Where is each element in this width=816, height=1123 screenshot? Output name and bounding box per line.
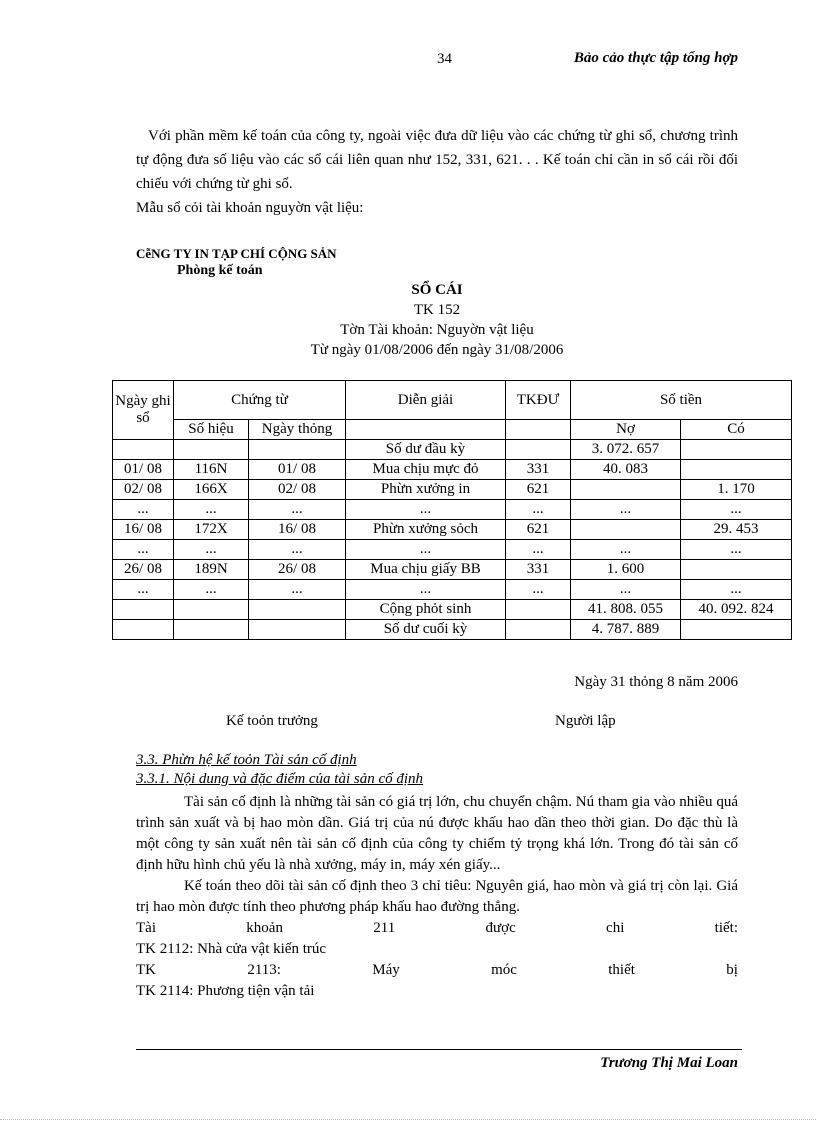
- cell-contra: 621: [506, 520, 571, 540]
- cell-debit: ...: [571, 580, 681, 600]
- word: chi: [606, 920, 625, 936]
- cell-voucher-date: 26/ 08: [249, 560, 346, 580]
- account-211-line: [136, 918, 738, 939]
- cell-description: ...: [346, 580, 506, 600]
- cell-voucher-date: ...: [249, 540, 346, 560]
- header-blank: [506, 420, 571, 440]
- subsection-heading: 3.3.1. Nội dung và đặc điểm của tài sản cố định: [136, 771, 424, 787]
- cell-voucher-date: 16/ 08: [249, 520, 346, 540]
- cell-date: 01/ 08: [113, 460, 174, 480]
- cell-debit: 4. 787. 889: [571, 620, 681, 640]
- header-contra-account: TKĐƯ: [506, 381, 571, 420]
- header-credit: Có: [681, 420, 792, 440]
- cell-date: ...: [113, 580, 174, 600]
- word: 211: [373, 920, 396, 936]
- table-row: [113, 600, 792, 620]
- cell-voucher-no: 189N: [174, 560, 249, 580]
- depreciation-paragraph: Kế toán theo dõi tài sản cố định theo 3 chỉ tiêu: Nguyên giá, hao mòn và giá trị còn lại. Giá trị hao mòn được tính theo phương pháp khấu hao đường thẳng.: [136, 878, 738, 915]
- cell-debit: ...: [571, 500, 681, 520]
- ledger-period: Từ ngày 01/08/2006 đến ngày 31/08/2006: [310, 342, 564, 358]
- cell-description: Mua chịu giấy BB: [346, 560, 506, 580]
- cell-debit: 40. 083: [571, 460, 681, 480]
- cell-voucher-no: ...: [174, 540, 249, 560]
- ledger-title: SỔ CÁI: [411, 282, 463, 298]
- cell-date: ...: [113, 540, 174, 560]
- cell-credit: ...: [681, 580, 792, 600]
- cell-voucher-no: 166X: [174, 480, 249, 500]
- cell-description: Mua chịu mực đỏ: [346, 460, 506, 480]
- cell-contra: ...: [506, 580, 571, 600]
- ledger-table: [112, 380, 792, 640]
- word: tiết:: [714, 920, 738, 936]
- cell-voucher-no: 172X: [174, 520, 249, 540]
- report-title: Bảo cảo thực tập tổng hợp: [573, 50, 738, 66]
- cell-date: 16/ 08: [113, 520, 174, 540]
- section-heading: 3.3. Phừn hệ kế toỏn Tài sản cố định: [136, 752, 357, 768]
- cell-contra: 331: [506, 460, 571, 480]
- ledger-account: TK 152: [413, 302, 461, 318]
- cell-contra: 331: [506, 560, 571, 580]
- cell-credit: ...: [681, 540, 792, 560]
- header-description: Diễn giải: [346, 381, 506, 420]
- table-row: [113, 620, 792, 640]
- word: móc: [491, 962, 517, 978]
- cell-credit: 1. 170: [681, 480, 792, 500]
- table-row: [113, 560, 792, 580]
- cell-voucher-no: ...: [174, 500, 249, 520]
- cell-credit: ...: [681, 500, 792, 520]
- cell-description: Số dư cuối kỳ: [346, 620, 506, 640]
- table-row: [113, 500, 792, 520]
- cell-description: Phừn xưởng sỏch: [346, 520, 506, 540]
- cell-credit: [681, 460, 792, 480]
- word: thiết: [608, 962, 635, 978]
- cell-debit: ...: [571, 540, 681, 560]
- table-row: [113, 520, 792, 540]
- intro-paragraph: Với phần mềm kế toán của công ty, ngoài việc đưa dữ liệu vào các chứng từ ghi sổ, chương trình tự động đưa số liệu vào các sổ cái liên quan như 152, 331, 621. . . Kế toán chỉ cần in sổ cái rồi đối chiếu với chứng từ ghi sổ.: [136, 128, 738, 192]
- preparer-label: Người lập: [555, 713, 616, 729]
- ledger-caption: Mẫu sổ cỏi tài khoản nguyờn vật liệu:: [136, 200, 364, 216]
- word: TK: [136, 962, 156, 978]
- cell-contra: ...: [506, 540, 571, 560]
- cell-date: ...: [113, 500, 174, 520]
- cell-contra: 621: [506, 480, 571, 500]
- cell-voucher-date: ...: [249, 580, 346, 600]
- footer-divider: [136, 1049, 742, 1050]
- table-row: [113, 460, 792, 480]
- cell-debit: 3. 072. 657: [571, 440, 681, 460]
- cell-voucher-date: [249, 600, 346, 620]
- cell-contra: [506, 600, 571, 620]
- cell-voucher-date: 01/ 08: [249, 460, 346, 480]
- cell-date: 26/ 08: [113, 560, 174, 580]
- fixed-assets-section: [136, 792, 738, 1002]
- word: được: [485, 920, 516, 936]
- table-row: [113, 440, 792, 460]
- word: khoản: [246, 920, 283, 936]
- fixed-assets-paragraph: Tài sản cố định là những tài sản có giá trị lớn, chu chuyển chậm. Nú tham gia vào nhiều quá trình sản xuất và bị hao mòn dần. Giá trị của nú được khấu hao dần theo thời gian. Do đặc thù là một công ty sản xuất nên tài sản cố định của công ty chiếm tỷ trọng khá lớn. Trong đó tài sản cố định hữu hình chủ yếu là nhà xưởng, máy in, máy xén giấy...: [136, 794, 738, 873]
- cell-voucher-date: [249, 620, 346, 640]
- header-blank: [346, 420, 506, 440]
- header-amount: Số tiền: [571, 381, 792, 420]
- header-voucher-date: Ngày thỏng: [249, 420, 346, 440]
- cell-credit: 29. 453: [681, 520, 792, 540]
- cell-description: Cộng phỏt sinh: [346, 600, 506, 620]
- table-subheader-row: [113, 420, 792, 440]
- cell-credit: [681, 440, 792, 460]
- company-name: CễNG TY IN TẠP CHÍ CỘNG SẢN: [136, 246, 337, 261]
- signoff-date: Ngày 31 thỏng 8 năm 2006: [574, 674, 738, 690]
- word: Tài: [136, 920, 156, 936]
- account-2113-line: [136, 960, 738, 981]
- cell-voucher-no: [174, 620, 249, 640]
- page-edge: [0, 1119, 816, 1120]
- ledger-account-name: Tờn Tài khoản: Nguyờn vật liệu: [340, 322, 534, 338]
- word: Máy: [372, 962, 400, 978]
- word: bị: [726, 962, 738, 978]
- cell-date: [113, 440, 174, 460]
- cell-voucher-no: ...: [174, 580, 249, 600]
- cell-voucher-no: 116N: [174, 460, 249, 480]
- table-row: [113, 580, 792, 600]
- cell-description: ...: [346, 540, 506, 560]
- cell-credit: 40. 092. 824: [681, 600, 792, 620]
- intro-section: [136, 124, 738, 220]
- cell-voucher-no: [174, 440, 249, 460]
- cell-contra: [506, 440, 571, 460]
- table-row: [113, 480, 792, 500]
- table-row: [113, 540, 792, 560]
- cell-date: 02/ 08: [113, 480, 174, 500]
- header-voucher-no: Số hiệu: [174, 420, 249, 440]
- word: 2113:: [247, 962, 281, 978]
- cell-voucher-date: 02/ 08: [249, 480, 346, 500]
- cell-description: Số dư đầu kỳ: [346, 440, 506, 460]
- department-name: Phòng kế toán: [177, 263, 263, 278]
- header-debit: Nợ: [571, 420, 681, 440]
- header-voucher: Chứng từ: [174, 381, 346, 420]
- cell-voucher-no: [174, 600, 249, 620]
- account-2114-line: TK 2114: Phương tiện vận tải: [136, 983, 315, 999]
- cell-description: ...: [346, 500, 506, 520]
- cell-contra: ...: [506, 500, 571, 520]
- cell-description: Phừn xưởng in: [346, 480, 506, 500]
- cell-debit: 41. 808. 055: [571, 600, 681, 620]
- cell-contra: [506, 620, 571, 640]
- page-number: 34: [437, 51, 452, 67]
- cell-debit: [571, 520, 681, 540]
- account-2112-line: TK 2112: Nhà cửa vật kiến trúc: [136, 941, 327, 957]
- cell-credit: [681, 620, 792, 640]
- chief-accountant-label: Kế toỏn trưởng: [226, 713, 318, 729]
- cell-credit: [681, 560, 792, 580]
- header-date: Ngày ghi sổ: [113, 381, 174, 440]
- footer-author: Trương Thị Mai Loan: [600, 1055, 738, 1071]
- cell-debit: 1. 600: [571, 560, 681, 580]
- cell-date: [113, 600, 174, 620]
- cell-voucher-date: ...: [249, 500, 346, 520]
- cell-voucher-date: [249, 440, 346, 460]
- cell-date: [113, 620, 174, 640]
- cell-debit: [571, 480, 681, 500]
- table-header-row: [113, 381, 792, 420]
